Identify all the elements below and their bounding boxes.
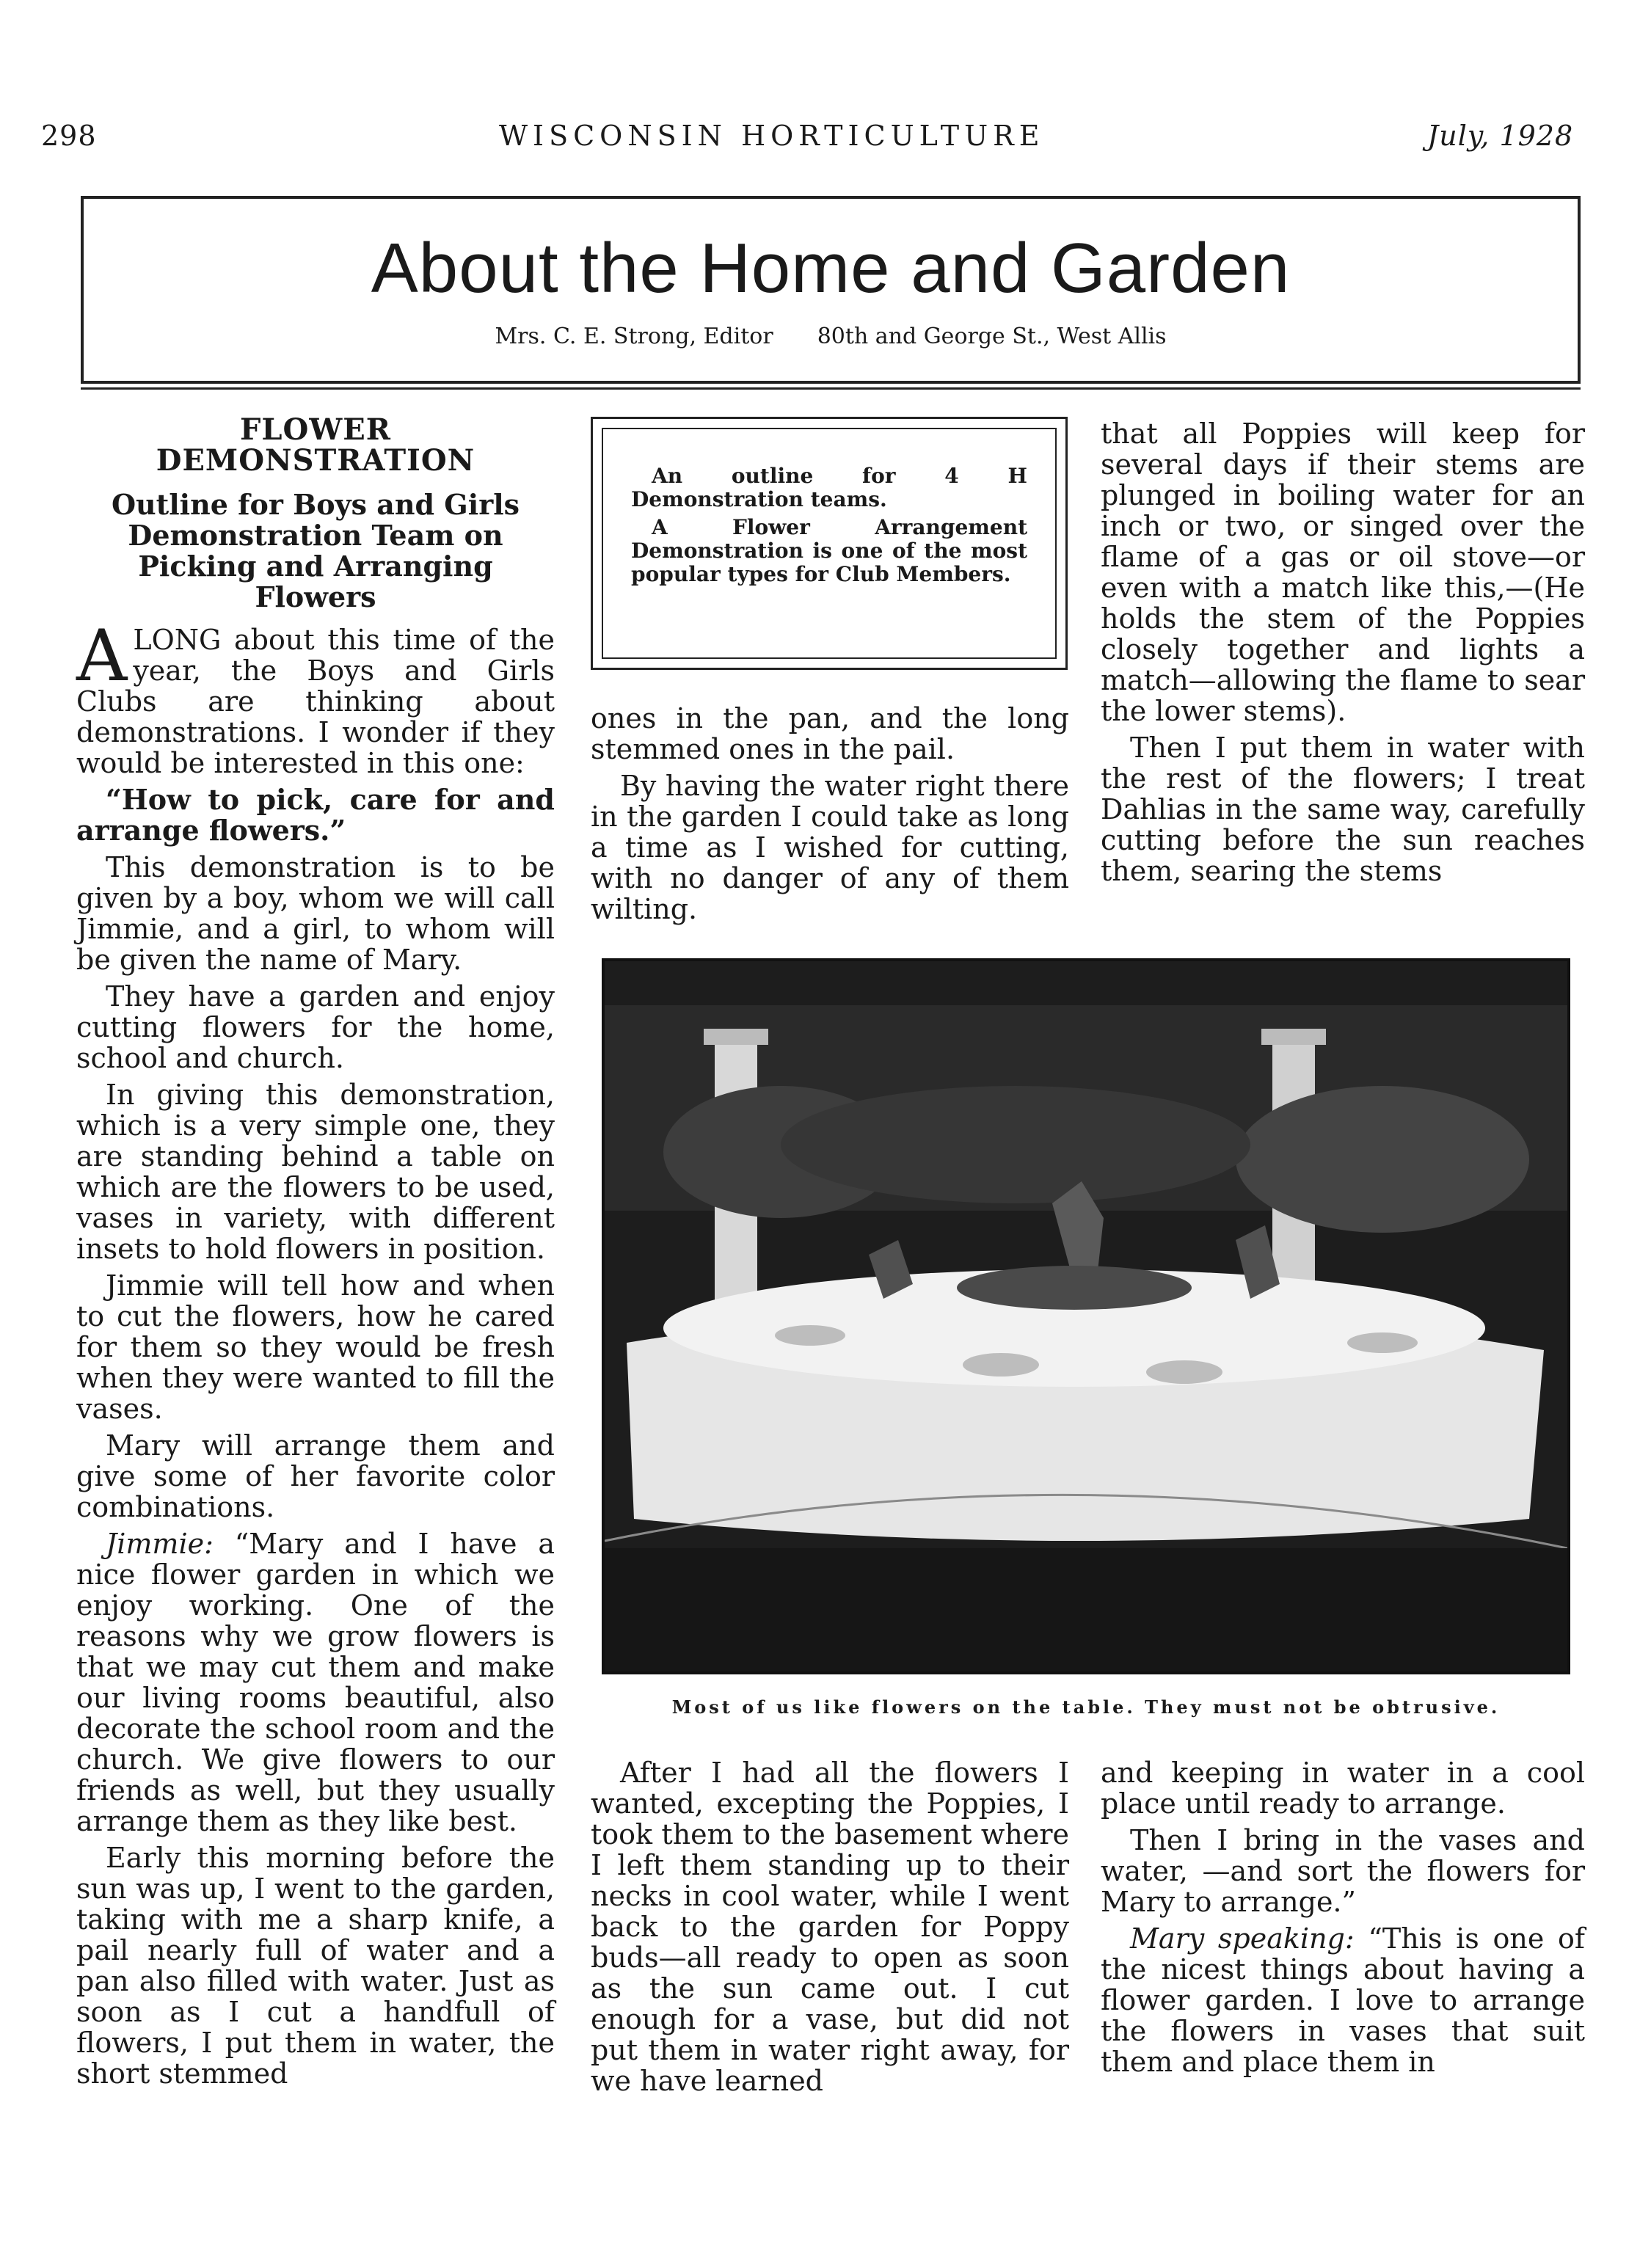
column-left: [76, 412, 555, 2095]
table-setting-photo: [602, 958, 1570, 1674]
speaker-label: Mary speaking:: [1130, 1922, 1355, 1955]
drop-cap: A: [76, 615, 128, 697]
paragraph: ones in the pan, and the long stemmed ones in the pail.: [591, 702, 1069, 765]
editor-name: Mrs. C. E. Strong, Editor: [495, 324, 773, 349]
sidebar-box: [591, 417, 1068, 670]
photo-illustration: [605, 961, 1567, 1671]
paragraph: Then I put them in water with the rest of the flowers; I treat Dahlias in the same way, carefully cutting before the sun reaches them, searing the stems: [1101, 732, 1585, 887]
paragraph: Mary speaking: “This is one of the nicest things about having a flower garden. I love to arrange the flowers in vases that suit them and place them in: [1101, 1922, 1585, 2078]
column-middle-bottom: [591, 1757, 1069, 2102]
issue-date: July, 1928: [1427, 120, 1574, 152]
paragraph: This demonstration is to be given by a boy, whom we will call Jimmie, and a girl, to whom will be given the name of Mary.: [76, 851, 555, 976]
paragraph: They have a garden and enjoy cutting flowers for the home, school and church.: [76, 980, 555, 1074]
sidebar-line: An outline for 4 H Demonstration teams.: [631, 464, 1027, 511]
paragraph: Then I bring in the vases and water, —and sort the flowers for Mary to arrange.”: [1101, 1824, 1585, 1918]
paragraph-quote: “How to pick, care for and arrange flowers.”: [76, 783, 555, 847]
photo-caption: Most of us like flowers on the table. They must not be obtrusive.: [671, 1696, 1501, 1718]
running-title: WISCONSIN HORTICULTURE: [499, 120, 1045, 152]
section-title: About the Home and Garden: [371, 229, 1291, 307]
article-heading: FLOWER DEMONSTRATION: [156, 412, 475, 478]
editor-line: [84, 324, 1578, 349]
paragraph: Early this morning before the sun was up, I went to the garden, taking with me a sharp knife, a pail nearly full of water and a pan also filled with water. Just as soon as I cut a handfull of flowers, I put them in water, the short stemmed: [76, 1842, 555, 2090]
column-right-bottom: [1101, 1757, 1585, 2083]
paragraph: By having the water right there in the garden I could take as long a time as I wished for cutting, with no danger of any of them wilting.: [591, 770, 1069, 925]
paragraph: Jimmie: “Mary and I have a nice flower garden in which we enjoy working. One of the reasons why we grow flowers is that we may cut them and make our living rooms beautiful, also decorate the school room and the church. We give flowers to our friends as well, but they usually arrange them as they like best.: [76, 1528, 555, 1837]
paragraph: that all Poppies will keep for several days if their stems are plunged in boiling water for an inch or two, or singed over the flame of a gas or oil stove—or even with a match like this,—(He holds the stem of the Poppies closely together and lights a match—allowing the flame to sear the lower stems).: [1101, 417, 1585, 727]
sidebar-inner: [602, 428, 1057, 659]
paragraph: Jimmie will tell how and when to cut the flowers, how he cared for them so they would be fresh when they were wanted to fill the vases.: [76, 1269, 555, 1425]
paragraph: and keeping in water in a cool place until ready to arrange.: [1101, 1757, 1585, 1820]
paragraph: Mary will arrange them and give some of her favorite color combinations.: [76, 1429, 555, 1523]
sidebar-line: A Flower Arrangement Demonstration is one of the most popular types for Club Members.: [631, 515, 1027, 586]
paragraph: After I had all the flowers I wanted, excepting the Poppies, I took them to the basement where I left them standing up to their necks in cool water, while I went back to the garden for Poppy buds—all ready to open as soon as the sun came out. I cut enough for a vase, but did not put them in water right away, for we have learned: [591, 1757, 1069, 2097]
editor-address: 80th and George St., West Allis: [817, 324, 1167, 349]
section-header-box: [81, 196, 1581, 384]
paragraph: In giving this demonstration, which is a very simple one, they are standing behind a table on which are the flowers to be used, vases in variety, with different insets to hold flowers in position.: [76, 1079, 555, 1265]
column-right-top: [1101, 418, 1585, 892]
speaker-label: Jimmie:: [106, 1528, 214, 1560]
column-middle-top: [591, 703, 1069, 930]
paragraph: ALONG about this time of the year, the Boys and Girls Clubs are thinking about demonstrations. I wonder if they would be interested in this one:: [76, 615, 555, 779]
article-subheading: Outline for Boys and Girls Demonstration Team on Picking and Arranging Flowers: [111, 488, 520, 613]
page-number: 298: [41, 120, 97, 152]
